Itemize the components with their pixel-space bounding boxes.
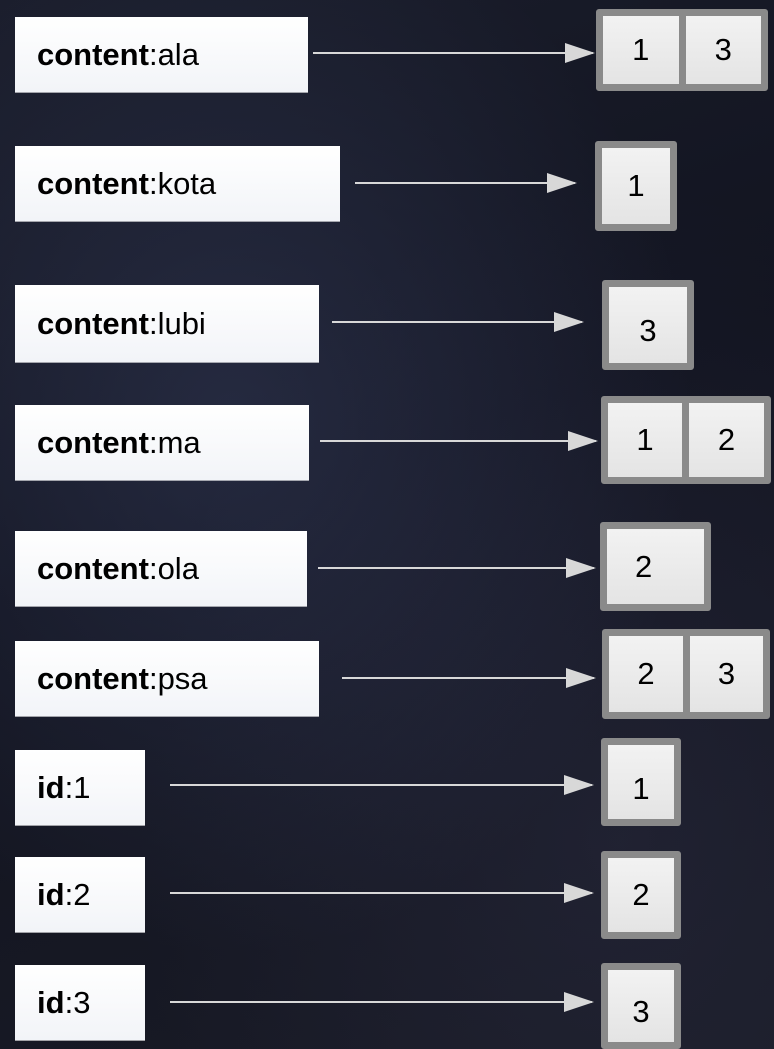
arrow (332, 321, 582, 323)
term-value: ma (157, 425, 201, 460)
index-term (15, 750, 145, 825)
index-term (15, 641, 319, 716)
separator: : (148, 306, 158, 341)
postings-list (596, 9, 768, 91)
term-value: 2 (73, 877, 91, 912)
separator: : (148, 166, 158, 201)
term-value: kota (157, 166, 217, 201)
posting-doc: 2 (607, 529, 704, 604)
posting-doc: 3 (608, 970, 674, 1042)
postings-list (601, 851, 681, 939)
postings-list (601, 738, 681, 826)
posting-doc: 1 (608, 403, 682, 477)
postings-list (601, 963, 681, 1049)
arrow (342, 677, 594, 679)
arrow (355, 182, 575, 184)
postings-list (595, 141, 677, 231)
field-name: content (37, 661, 149, 696)
separator: : (148, 37, 158, 72)
postings-list (602, 629, 770, 719)
arrow (313, 52, 593, 54)
field-name: id (37, 770, 65, 805)
posting-doc: 2 (609, 636, 683, 712)
posting-doc: 2 (689, 403, 764, 477)
index-term (15, 146, 340, 221)
field-name: content (37, 425, 149, 460)
separator: : (148, 425, 158, 460)
postings-list (602, 280, 694, 370)
index-term (15, 405, 309, 480)
separator: : (64, 985, 74, 1020)
index-term (15, 857, 145, 932)
term-value: ala (157, 37, 199, 72)
term-value: ola (157, 551, 199, 586)
posting-doc: 1 (608, 745, 674, 819)
arrow (320, 440, 596, 442)
term-value: 1 (73, 770, 91, 805)
posting-doc: 1 (603, 16, 679, 84)
posting-doc: 1 (602, 148, 670, 224)
index-term (15, 965, 145, 1040)
postings-list (600, 522, 711, 611)
postings-list (601, 396, 771, 484)
field-name: content (37, 166, 149, 201)
separator: : (64, 877, 74, 912)
index-term (15, 531, 307, 606)
term-value: lubi (157, 306, 206, 341)
field-name: id (37, 877, 65, 912)
separator: : (148, 661, 158, 696)
arrow (170, 892, 592, 894)
field-name: content (37, 551, 149, 586)
posting-doc: 3 (686, 16, 762, 84)
term-value: 3 (73, 985, 91, 1020)
separator: : (64, 770, 74, 805)
term-value: psa (157, 661, 208, 696)
index-term (15, 17, 308, 92)
posting-doc: 2 (608, 858, 674, 932)
arrow (170, 784, 592, 786)
field-name: id (37, 985, 65, 1020)
field-name: content (37, 37, 149, 72)
arrow (170, 1001, 592, 1003)
field-name: content (37, 306, 149, 341)
posting-doc: 3 (609, 287, 687, 363)
posting-doc: 3 (690, 636, 763, 712)
arrow (318, 567, 594, 569)
separator: : (148, 551, 158, 586)
index-term (15, 285, 319, 362)
